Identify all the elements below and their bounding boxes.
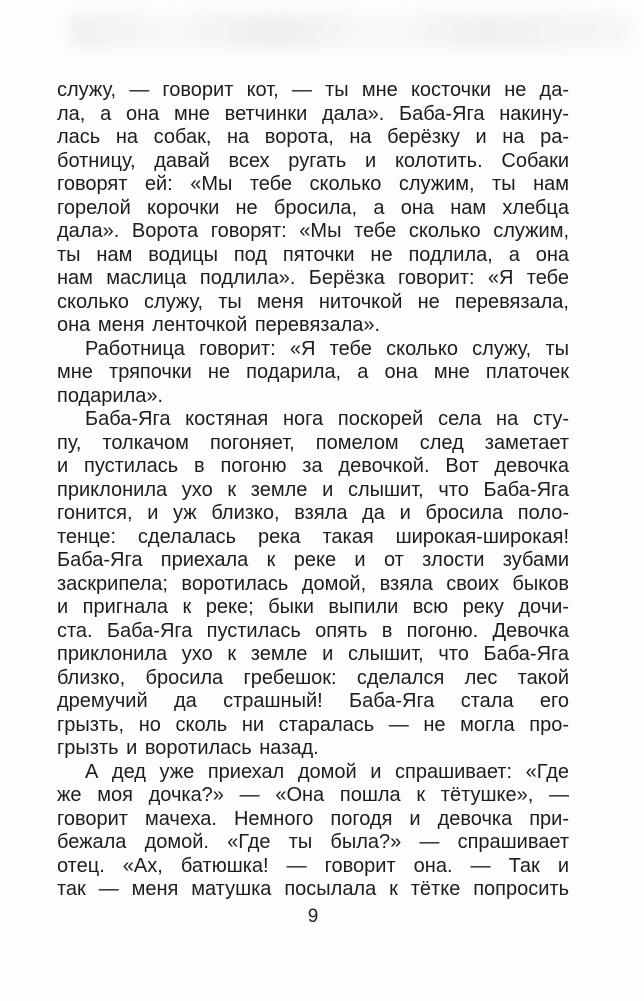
text-line: нам маслица подлила». Берёзка говорит: «Я тебе <box>57 267 569 289</box>
text-line: гонится, и уж близко, взяла да и бросила поло- <box>57 502 569 524</box>
text-line: грызть и воротилась назад. <box>57 737 319 759</box>
text-line: она меня ленточкой перевязала». <box>57 314 381 336</box>
text-line: говорит мачеха. Немного погодя и девочка при- <box>57 807 569 830</box>
text-line: подарила». <box>57 384 164 407</box>
text-line: тенце: сделалась река такая широкая-широкая! <box>57 525 569 548</box>
text-line: и пустилась в погоню за девочкой. Вот девочка <box>57 455 569 477</box>
text-line: приклонила ухо к земле и слышит, что Баба-Яга <box>57 643 569 665</box>
text-line: пу, толкачом погоняет, помелом след заметает <box>57 431 569 454</box>
text-line: приклонила ухо к земле и слышит, что Баба-Яга <box>57 478 569 501</box>
text-line: же моя дочка?» — «Она пошла к тётушке», — <box>57 784 569 806</box>
text-line: дала». Ворота говорят: «Мы тебе сколько служим, <box>57 220 569 242</box>
text-line: Работница говорит: «Я тебе сколько служу, ты <box>85 337 569 360</box>
text-line: заскрипела; воротилась домой, взяла своих быков <box>57 572 569 595</box>
text-line: Баба-Яга костяная нога поскорей села на сту- <box>85 408 569 430</box>
text-line: ботницу, давай всех ругать и колотить. Собаки <box>57 149 569 172</box>
text-line: лась на собак, на ворота, на берёзку и на ра- <box>57 126 569 148</box>
text-line: ты нам водицы под пяточки не подлила, а она <box>57 243 569 266</box>
text-line: говорят ей: «Мы тебе сколько служим, ты нам <box>57 173 569 195</box>
story-text <box>57 79 569 902</box>
text-line: служу, — говорит кот, — ты мне косточки не да- <box>57 79 569 101</box>
scan-smudge <box>70 14 630 48</box>
text-line: и пригнала к реке; быки выпили всю реку дочи- <box>57 596 569 618</box>
text-line: так — меня матушка посылала к тётке попросить <box>57 878 569 900</box>
text-line: сколько служу, ты меня ниточкой не перевязала, <box>57 290 569 313</box>
text-line: горелой корочки не бросила, а она нам хлебца <box>57 196 569 219</box>
text-line: А дед уже приехал домой и спрашивает: «Где <box>85 760 569 783</box>
text-line: близко, бросила гребешок: сделался лес такой <box>57 666 569 689</box>
text-line: дремучий да страшный! Баба-Яга стала его <box>57 690 569 712</box>
text-line: мне тряпочки не подарила, а она мне платочек <box>57 361 569 383</box>
text-line: Баба-Яга приехала к реке и от злости зубами <box>57 549 569 571</box>
text-line: ста. Баба-Яга пустилась опять в погоню. Девочка <box>57 619 569 642</box>
text-line: грызть, но сколь ни старалась — не могла про- <box>57 713 569 736</box>
text-line: отец. «Ах, батюшка! — говорит она. — Так и <box>57 854 569 877</box>
page-number: 9 <box>307 906 319 927</box>
text-line: бежала домой. «Где ты была?» — спрашивает <box>57 831 569 853</box>
text-line: ла, а она мне ветчинки дала». Баба-Яга накину- <box>57 102 569 125</box>
